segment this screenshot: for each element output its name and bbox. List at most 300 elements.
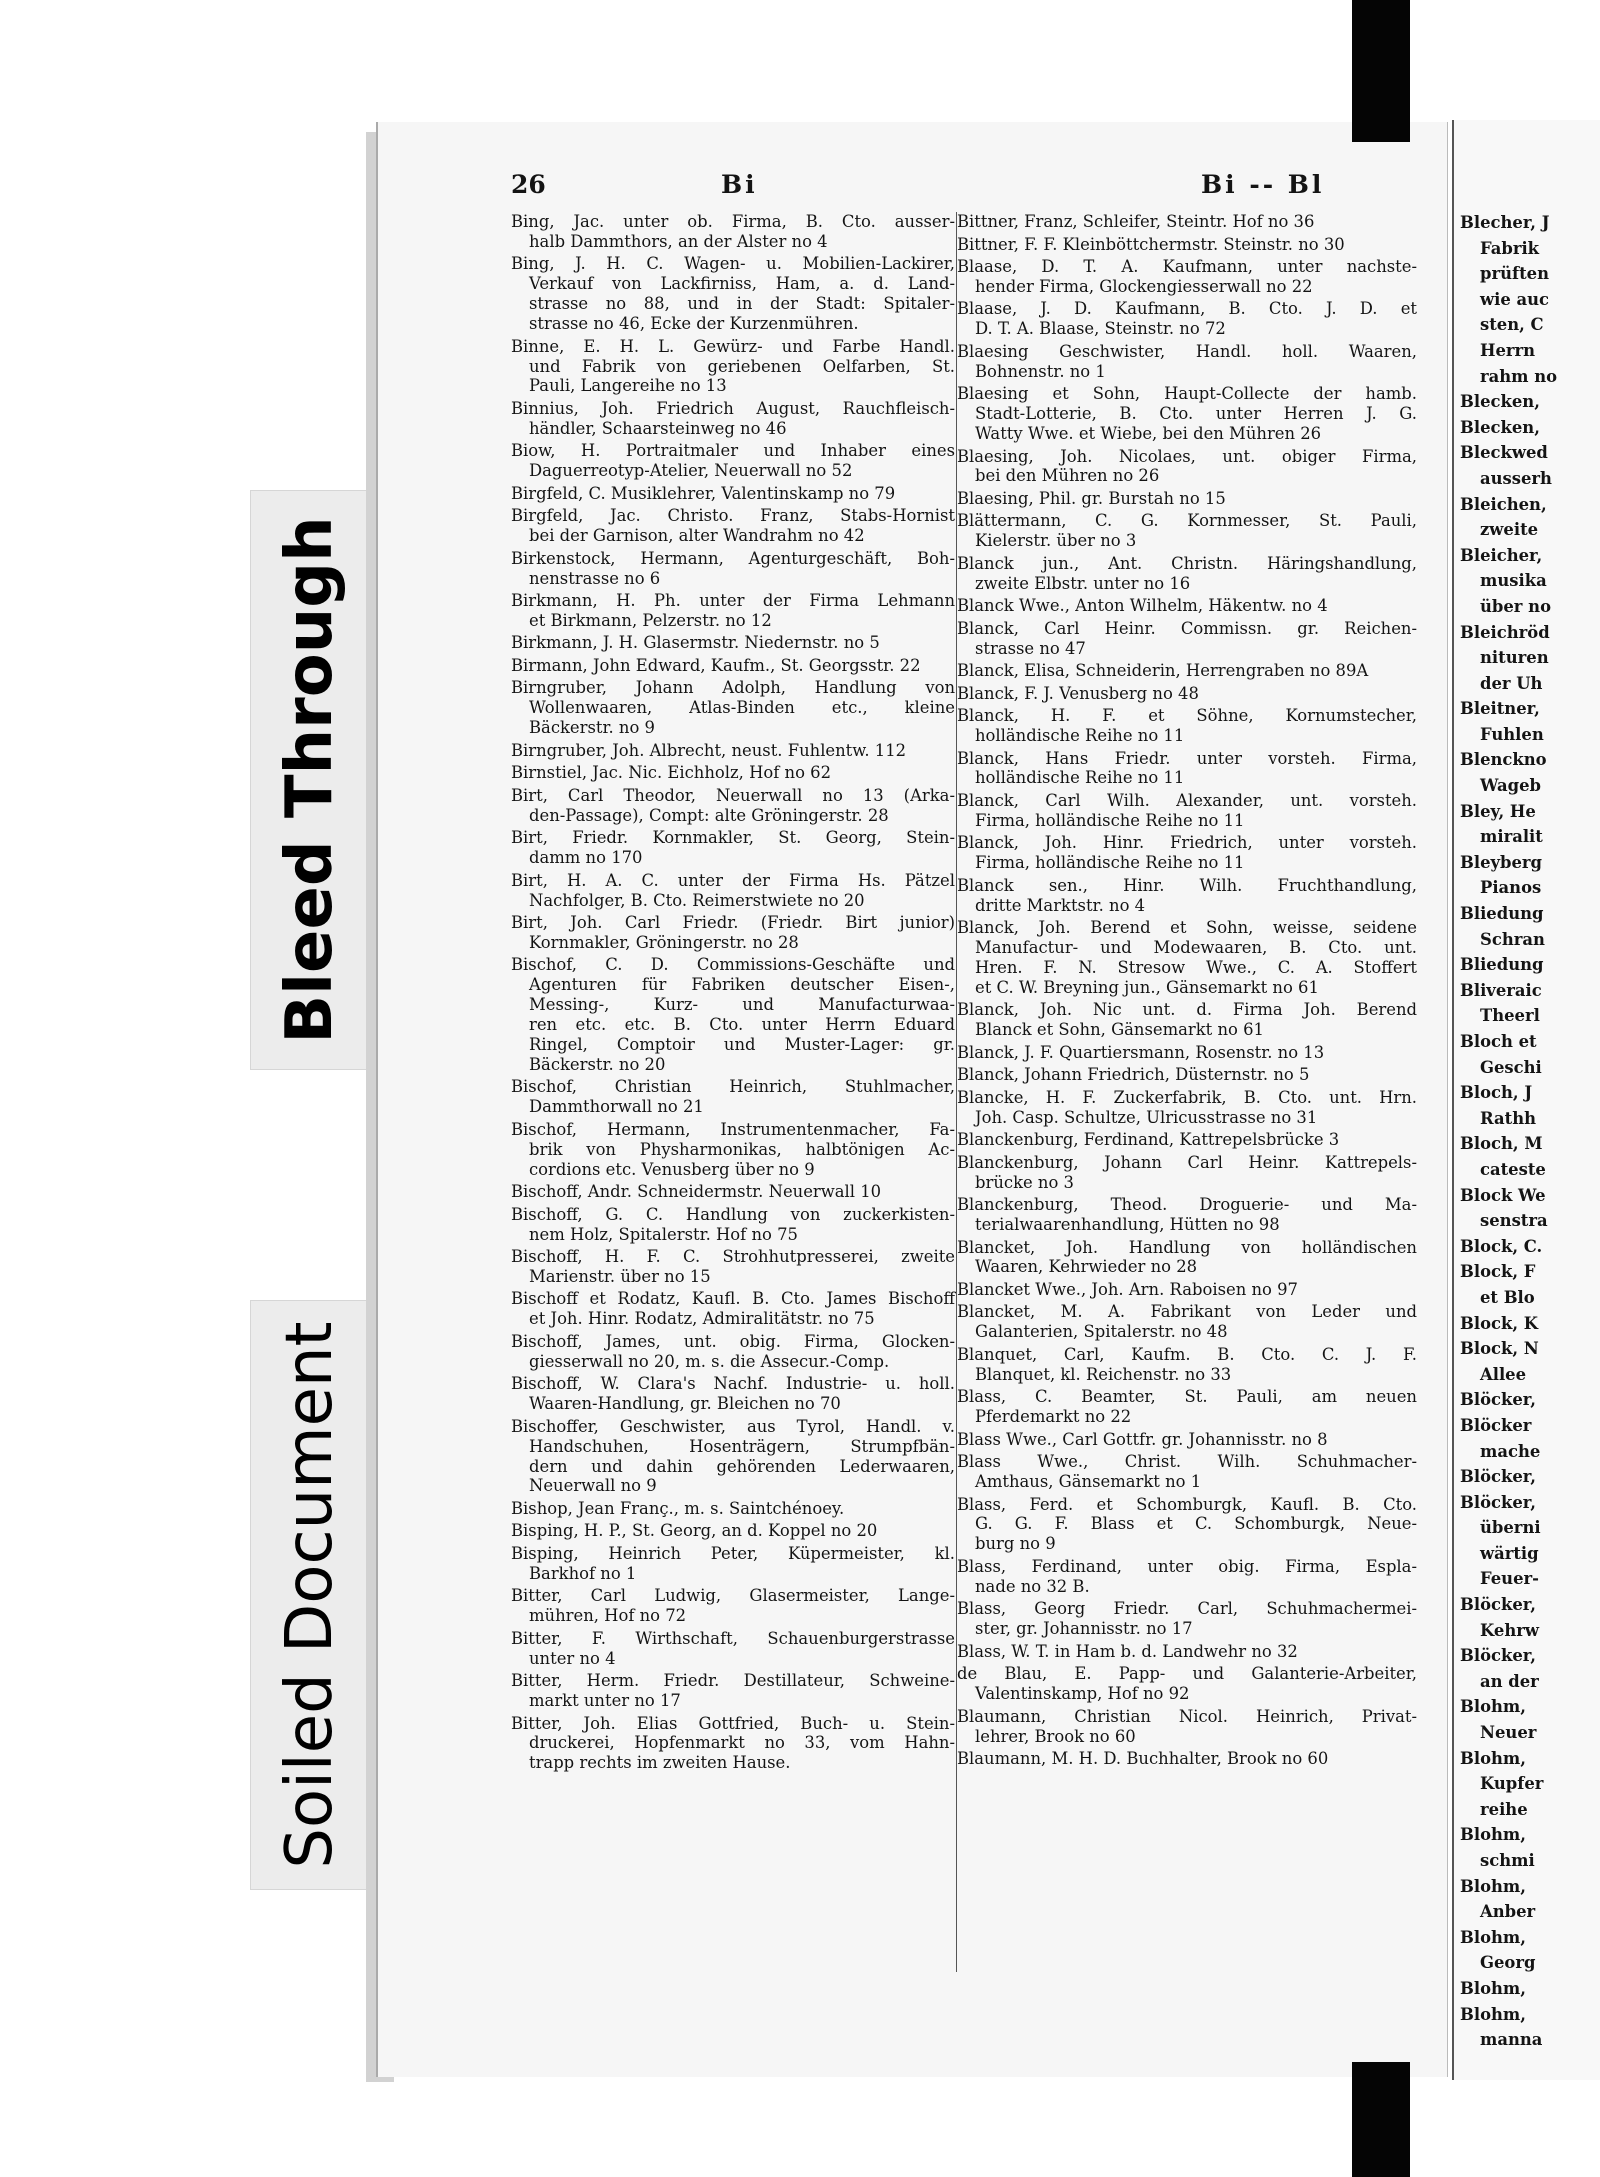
directory-entry [511, 786, 959, 826]
entry-continuation-line: damm no 170 [529, 848, 643, 868]
entry-continuation-line: Messing-, Kurz- und Manufacturwaa- [529, 995, 955, 1015]
next-page-line: Pianos [1480, 878, 1542, 898]
entry-name-line: Blaumann, M. H. D. Buchhalter, Brook no 60 [957, 1749, 1329, 1768]
entry-continuation-line: nade no 32 B. [975, 1576, 1090, 1596]
entry-continuation-line: markt unter no 17 [529, 1691, 681, 1711]
next-page-line: Kupfer [1480, 1774, 1544, 1794]
next-page-line: Blöcker, [1460, 1492, 1536, 1512]
entry-continuation-line: Kielerstr. über no 3 [975, 531, 1137, 551]
directory-entry [957, 1043, 1421, 1063]
entry-continuation-line: druckerei, Hopfenmarkt no 33, vom Hahn- [529, 1733, 955, 1753]
directory-entry [511, 1671, 959, 1711]
next-page-line: Bleicher, [1460, 545, 1543, 565]
directory-entry [957, 447, 1421, 487]
entry-continuation-line: brücke no 3 [975, 1172, 1074, 1192]
entry-name-line: Blaesing, Phil. gr. Burstah no 15 [957, 488, 1226, 508]
entry-name-line: Blaesing Geschwister, Handl. holl. Waaren, [957, 341, 1417, 361]
bleed-through-label [250, 490, 370, 1070]
entry-continuation-line: holländische Reihe no 11 [975, 726, 1185, 746]
next-page-line: Blöcker [1460, 1415, 1532, 1435]
directory-entry [511, 1205, 959, 1245]
entry-continuation-line: et C. W. Breyning jun., Gänsemarkt no 61 [975, 977, 1319, 997]
directory-entry [511, 1374, 959, 1414]
entry-continuation-line: Valentinskamp, Hof no 92 [975, 1684, 1190, 1704]
entry-name-line: Birgfeld, C. Musiklehrer, Valentinskamp no 79 [511, 483, 896, 503]
entry-name-line: Birt, Carl Theodor, Neuerwall no 13 (Arka- [511, 785, 955, 805]
next-page-line: Block We [1460, 1185, 1546, 1205]
next-page-line: Blöcker, [1460, 1467, 1536, 1487]
entry-continuation-line: bei der Garnison, alter Wandrahm no 42 [529, 526, 865, 546]
directory-entry [957, 661, 1421, 681]
directory-entry [511, 1182, 959, 1202]
entry-name-line: Bing, J. H. C. Wagen- u. Mobilien-Lackirer, [511, 254, 955, 274]
entry-continuation-line: bei den Mühren no 26 [975, 466, 1160, 486]
directory-entry [511, 633, 959, 653]
entry-name-line: Blass Wwe., Christ. Wilh. Schuhmacher- [957, 1452, 1417, 1472]
entry-continuation-line: Joh. Casp. Schultze, Ulricusstrasse no 31 [975, 1107, 1318, 1127]
next-page-line: Blohm, [1460, 1927, 1526, 1947]
entry-name-line: Bischoff, W. Clara's Nachf. Industrie- u. holl. [511, 1374, 955, 1394]
entry-continuation-line: halb Dammthors, an der Alster no 4 [529, 231, 828, 251]
next-page-line: zweite [1480, 520, 1539, 540]
directory-entry [957, 235, 1421, 255]
directory-entry [511, 337, 959, 397]
next-page-line: Allee [1480, 1364, 1527, 1384]
entry-continuation-line: Neuerwall no 9 [529, 1476, 657, 1496]
directory-entry [957, 1195, 1421, 1235]
next-page-line: Wageb [1480, 776, 1541, 796]
next-page-line: Bleichen, [1460, 494, 1547, 514]
entry-name-line: Bishop, Jean Franç., m. s. Saintchénoey. [511, 1498, 845, 1518]
entry-continuation-line: Marienstr. über no 15 [529, 1266, 711, 1286]
directory-entry [957, 1065, 1421, 1085]
entry-continuation-line: Ringel, Comptoir und Muster-Lager: gr. [529, 1035, 955, 1055]
next-page-line: reihe [1480, 1799, 1528, 1819]
entry-name-line: Birt, Joh. Carl Friedr. (Friedr. Birt junior) [511, 913, 955, 932]
entry-name-line: Blanck, Carl Wilh. Alexander, unt. vorsteh. [957, 790, 1417, 810]
entry-continuation-line: Stadt-Lotterie, B. Cto. unter Herren J. G. [975, 404, 1417, 424]
entry-continuation-line: Hren. F. N. Stresow Wwe., C. A. Stoffert [975, 958, 1417, 977]
directory-entry [511, 656, 959, 676]
entry-continuation-line: burg no 9 [975, 1534, 1056, 1554]
entry-name-line: Birgfeld, Jac. Christo. Franz, Stabs-Hornist [511, 506, 955, 526]
entry-continuation-line: Galanterien, Spitalerstr. no 48 [975, 1322, 1228, 1342]
entry-name-line: Blanck jun., Ant. Christn. Häringshandlung, [957, 553, 1417, 573]
next-page-line: musika [1480, 571, 1547, 591]
next-page-line: Bliedung [1460, 904, 1544, 924]
entry-continuation-line: Firma, holländische Reihe no 11 [975, 853, 1245, 873]
entry-name-line: Bischof, Hermann, Instrumentenmacher, Fa- [511, 1119, 955, 1139]
entry-name-line: Birnstiel, Jac. Nic. Eichholz, Hof no 62 [511, 763, 832, 783]
entry-name-line: Blanck, J. F. Quartiersmann, Rosenstr. no 13 [957, 1042, 1325, 1062]
directory-entry [957, 918, 1421, 998]
next-page-line: Blecken, [1460, 417, 1540, 437]
entry-name-line: Blanck, Hans Friedr. unter vorsteh. Firma, [957, 748, 1417, 768]
black-bar-top [1352, 0, 1410, 142]
directory-entry [511, 1629, 959, 1669]
entry-continuation-line: Nachfolger, B. Cto. Reimerstwiete no 20 [529, 890, 865, 910]
entry-name-line: Bischoff, Andr. Schneidermstr. Neuerwall 10 [511, 1182, 882, 1202]
entry-continuation-line: Verkauf von Lackfirniss, Ham, a. d. Land- [529, 274, 955, 294]
entry-name-line: Blanck, Johann Friedrich, Düsternstr. no 5 [957, 1065, 1310, 1085]
directory-entry [511, 591, 959, 631]
entry-continuation-line: unter no 4 [529, 1648, 616, 1668]
directory-columns [511, 212, 1421, 1992]
directory-entry [511, 741, 959, 761]
directory-entry [957, 706, 1421, 746]
next-page-line: prüften [1480, 264, 1549, 284]
black-bar-bottom [1352, 2062, 1410, 2177]
entry-continuation-line: hender Firma, Glockengiesserwall no 22 [975, 276, 1313, 296]
directory-entry [957, 1452, 1421, 1492]
entry-continuation-line: Pferdemarkt no 22 [975, 1407, 1132, 1427]
entry-name-line: Blancke, H. F. Zuckerfabrik, B. Cto. unt. Hrn. [957, 1087, 1417, 1107]
next-page-line: Bliedung [1460, 955, 1544, 975]
next-page-line: Blöcker, [1460, 1595, 1536, 1615]
next-page-line: Blöcker, [1460, 1390, 1536, 1410]
directory-entry [511, 955, 959, 1074]
next-page-line: Georg [1480, 1953, 1536, 1973]
entry-continuation-line: händler, Schaarsteinweg no 46 [529, 418, 787, 438]
next-page-line: Anber [1480, 1902, 1536, 1922]
directory-entry [511, 212, 959, 252]
directory-entry [511, 913, 959, 953]
next-page-line: Blohm, [1460, 1748, 1526, 1768]
entry-name-line: Blanck Wwe., Anton Wilhelm, Häkentw. no 4 [957, 596, 1328, 616]
page-content [511, 170, 1421, 1992]
entry-name-line: Blanck, H. F. et Söhne, Kornumstecher, [957, 706, 1417, 726]
next-page-line: Schran [1480, 929, 1545, 949]
next-page-line: rahm no [1480, 366, 1558, 386]
entry-name-line: Bitter, F. Wirthschaft, Schauenburgerstrasse [511, 1628, 955, 1648]
entry-name-line: Birngruber, Johann Adolph, Handlung von [511, 678, 955, 698]
entry-name-line: Blanck, Carl Heinr. Commissn. gr. Reichen- [957, 618, 1417, 638]
directory-entry [957, 1088, 1421, 1128]
directory-entry [511, 828, 959, 868]
directory-entry [957, 384, 1421, 444]
next-page-line: überni [1480, 1518, 1541, 1538]
entry-continuation-line: und Fabrik von geriebenen Oelfarben, St. [529, 356, 955, 376]
entry-name-line: Blanckenburg, Ferdinand, Kattrepelsbrücke 3 [957, 1130, 1340, 1150]
entry-continuation-line: Pauli, Langereihe no 13 [529, 376, 727, 396]
entry-name-line: Blanck, Elisa, Schneiderin, Herrengraben no 89A [957, 661, 1369, 681]
next-page-line: sten, C [1480, 315, 1544, 335]
entry-name-line: Blass Wwe., Carl Gottfr. gr. Johannisstr. no 8 [957, 1429, 1328, 1449]
entry-continuation-line: et Birkmann, Pelzerstr. no 12 [529, 610, 772, 630]
running-head-right: Bi -- Bl [1201, 170, 1325, 199]
entry-name-line: Blaumann, Christian Nicol. Heinrich, Privat- [957, 1706, 1417, 1726]
next-page-line: Block, N [1460, 1339, 1539, 1359]
entry-name-line: Blanck, F. J. Venusberg no 48 [957, 683, 1199, 703]
next-page-line: Block, K [1460, 1313, 1539, 1333]
entry-name-line: Bischoff et Rodatz, Kaufl. B. Cto. James Bischoff [511, 1289, 955, 1309]
next-page-line: Bloch et [1460, 1032, 1537, 1051]
entry-name-line: Birkmann, J. H. Glasermstr. Niedernstr. no 5 [511, 633, 880, 653]
entry-continuation-line: Bäckerstr. no 20 [529, 1054, 666, 1074]
directory-entry [511, 1077, 959, 1117]
entry-continuation-line: Kornmakler, Gröningerstr. no 28 [529, 932, 799, 952]
directory-entry [511, 1586, 959, 1626]
next-page-line: mache [1480, 1441, 1541, 1461]
directory-entry [511, 1120, 959, 1180]
entry-continuation-line: Wollenwaaren, Atlas-Binden etc., kleine [529, 698, 955, 718]
next-page-line: der Uh [1480, 673, 1543, 693]
directory-entry [957, 1430, 1421, 1450]
next-page-line: Bleitner, [1460, 699, 1540, 719]
directory-entry [957, 1302, 1421, 1342]
entry-continuation-line: D. T. A. Blaase, Steinstr. no 72 [975, 319, 1226, 339]
entry-name-line: Blanck, Joh. Hinr. Friedrich, unter vorsteh. [957, 833, 1417, 853]
entry-name-line: Blanck sen., Hinr. Wilh. Fruchthandlung, [957, 875, 1417, 895]
directory-entry [957, 299, 1421, 339]
entry-continuation-line: Daguerreotyp-Atelier, Neuerwall no 52 [529, 461, 853, 481]
entry-continuation-line: Barkhof no 1 [529, 1563, 637, 1583]
entry-continuation-line: et Joh. Hinr. Rodatz, Admiralitätstr. no 75 [529, 1309, 875, 1329]
directory-entry [957, 1387, 1421, 1427]
entry-name-line: Blaesing et Sohn, Haupt-Collecte der hamb. [957, 384, 1417, 404]
next-page-line: ausserh [1480, 468, 1552, 488]
entry-continuation-line: dern und dahin gehörenden Lederwaaren, [529, 1456, 955, 1476]
entry-continuation-line: nenstrasse no 6 [529, 568, 661, 588]
entry-name-line: Birngruber, Joh. Albrecht, neust. Fuhlentw. 112 [511, 740, 907, 760]
directory-entry [957, 1130, 1421, 1150]
entry-name-line: Blancket, Joh. Handlung von holländischen [957, 1237, 1417, 1257]
directory-entry [957, 1345, 1421, 1385]
next-page-lines [1454, 210, 1600, 2053]
entry-name-line: Blanckenburg, Theod. Droguerie- und Ma- [957, 1195, 1417, 1215]
next-page-line: Block, C. [1460, 1236, 1543, 1256]
directory-entry [511, 1544, 959, 1584]
entry-continuation-line: brik von Physharmonikas, halbtönigen Ac- [529, 1139, 955, 1159]
entry-name-line: Bischof, C. D. Commissions-Geschäfte und [511, 955, 955, 975]
directory-entry [957, 1238, 1421, 1278]
entry-name-line: Birkmann, H. Ph. unter der Firma Lehmann [511, 591, 955, 611]
entry-name-line: Bischoff, James, unt. obig. Firma, Glocken- [511, 1331, 955, 1351]
directory-entry [511, 1332, 959, 1372]
entry-continuation-line: Manufactur- und Modewaaren, B. Cto. unt. [975, 938, 1417, 958]
entry-name-line: Bischof, Christian Heinrich, Stuhlmacher, [511, 1077, 955, 1097]
next-page-line: Bloch, J [1460, 1083, 1533, 1103]
entry-continuation-line: mühren, Hof no 72 [529, 1606, 687, 1626]
directory-entry [957, 1664, 1421, 1704]
entry-continuation-line: Bohnenstr. no 1 [975, 361, 1106, 381]
next-page-line: Blöcker, [1460, 1646, 1536, 1666]
directory-entry [957, 833, 1421, 873]
next-page-line: et Blo [1480, 1287, 1535, 1307]
entry-continuation-line: dritte Marktstr. no 4 [975, 895, 1146, 915]
bleed-through-text: Bleed Through [273, 516, 347, 1044]
entry-continuation-line: Waaren, Kehrwieder no 28 [975, 1257, 1198, 1277]
next-page-line: senstra [1480, 1211, 1548, 1231]
entry-continuation-line: Bäckerstr. no 9 [529, 718, 655, 738]
next-page-line: Fabrik [1480, 238, 1540, 258]
entry-name-line: Blaesing, Joh. Nicolaes, unt. obiger Firma, [957, 446, 1417, 466]
entry-continuation-line: trapp rechts im zweiten Hause. [529, 1753, 791, 1773]
directory-entry [511, 1714, 959, 1774]
entry-continuation-line: holländische Reihe no 11 [975, 768, 1185, 788]
next-page-line: Blohm, [1460, 1825, 1526, 1845]
next-page-line: Bley, He [1460, 801, 1536, 821]
entry-continuation-line: strasse no 88, und in der Stadt: Spitaler- [529, 294, 955, 314]
entry-name-line: Blanquet, Carl, Kaufm. B. Cto. C. J. F. [957, 1344, 1417, 1364]
soiled-document-label [250, 1300, 370, 1890]
directory-entry [957, 596, 1421, 616]
entry-continuation-line: Dammthorwall no 21 [529, 1097, 704, 1117]
entry-continuation-line: terialwaarenhandlung, Hütten no 98 [975, 1215, 1280, 1235]
directory-entry [957, 876, 1421, 916]
next-page-line: Theerl [1480, 1006, 1540, 1026]
next-page-line: Blenckno [1460, 750, 1547, 770]
entry-name-line: Bisping, Heinrich Peter, Küpermeister, kl. [511, 1543, 955, 1563]
entry-name-line: Bitter, Herm. Friedr. Destillateur, Schweine- [511, 1671, 955, 1691]
next-page-line: Fuhlen [1480, 724, 1544, 744]
next-page-line: Bliveraic [1460, 980, 1542, 1000]
directory-entry [957, 1000, 1421, 1040]
directory-entry [957, 257, 1421, 297]
entry-continuation-line: giesserwall no 20, m. s. die Assecur.-Comp. [529, 1351, 890, 1371]
entry-continuation-line: den-Passage), Compt: alte Gröningerstr. 28 [529, 805, 889, 825]
directory-entry [957, 489, 1421, 509]
entry-name-line: Bitter, Carl Ludwig, Glasermeister, Lange- [511, 1586, 955, 1606]
next-page-line: an der [1480, 1671, 1539, 1691]
entry-name-line: Biow, H. Portraitmaler und Inhaber eines [511, 441, 955, 461]
next-page-line: Bleichröd [1460, 622, 1550, 642]
next-page-line: Herrn [1480, 340, 1536, 360]
directory-entry [511, 399, 959, 439]
entry-continuation-line: Watty Wwe. et Wiebe, bei den Mühren 26 [975, 424, 1322, 444]
directory-page [376, 122, 1448, 2077]
directory-entry [957, 619, 1421, 659]
entry-name-line: Blättermann, C. G. Kornmesser, St. Pauli, [957, 511, 1417, 531]
entry-name-line: Bittner, F. F. Kleinböttchermstr. Steinstr. no 30 [957, 234, 1345, 254]
entry-continuation-line: ster, gr. Johannisstr. no 17 [975, 1619, 1193, 1639]
directory-entry [957, 1707, 1421, 1747]
entry-name-line: Bitter, Joh. Elias Gottfried, Buch- u. Stein- [511, 1713, 955, 1733]
entry-name-line: Blaase, J. D. Kaufmann, B. Cto. J. D. et [957, 299, 1417, 319]
entry-continuation-line: nem Holz, Spitalerstr. Hof no 75 [529, 1224, 798, 1244]
directory-entry [511, 506, 959, 546]
entry-continuation-line: Handschuhen, Hosenträgern, Strumpfbän- [529, 1436, 955, 1456]
directory-entry [957, 511, 1421, 551]
entry-name-line: Binnius, Joh. Friedrich August, Rauchfleisch- [511, 398, 955, 418]
entry-name-line: Bischoff, H. F. C. Strohhutpresserei, zweite [511, 1247, 955, 1267]
directory-entry [511, 1417, 959, 1497]
entry-name-line: Blass, Ferd. et Schomburgk, Kaufl. B. Cto. [957, 1494, 1417, 1514]
next-page-line: nituren [1480, 648, 1549, 668]
entry-name-line: Birkenstock, Hermann, Agenturgeschäft, Boh- [511, 548, 955, 568]
directory-entry [957, 1495, 1421, 1555]
entry-continuation-line: G. G. F. Blass et C. Schomburgk, Neue- [975, 1514, 1417, 1534]
entry-continuation-line: Blanck et Sohn, Gänsemarkt no 61 [975, 1020, 1264, 1040]
running-head-left: Bi [721, 170, 758, 199]
entry-name-line: de Blau, E. Papp- und Galanterie-Arbeiter, [957, 1664, 1417, 1684]
right-column [957, 212, 1421, 1772]
next-page-line: Blecher, J [1460, 213, 1550, 232]
entry-continuation-line: Agenturen für Fabriken deutscher Eisen-, [529, 975, 955, 995]
next-page-line: wie auc [1480, 289, 1549, 309]
next-page-fragment [1452, 120, 1600, 2080]
directory-entry [957, 749, 1421, 789]
entry-name-line: Bittner, Franz, Schleifer, Steintr. Hof no 36 [957, 212, 1315, 231]
entry-continuation-line: Amthaus, Gänsemarkt no 1 [975, 1472, 1202, 1492]
next-page-line: Blohm, [1460, 1876, 1526, 1896]
next-page-line: Bloch, M [1460, 1134, 1543, 1154]
entry-name-line: Blass, W. T. in Ham b. d. Landwehr no 32 [957, 1641, 1298, 1661]
directory-entry [957, 1557, 1421, 1597]
entry-name-line: Blass, Ferdinand, unter obig. Firma, Espla- [957, 1556, 1417, 1576]
next-page-line: manna [1480, 2030, 1543, 2050]
entry-name-line: Blanckenburg, Johann Carl Heinr. Kattrepels- [957, 1152, 1417, 1172]
next-page-line: Blohm, [1460, 2004, 1526, 2024]
next-page-line: Block, F [1460, 1262, 1536, 1282]
entry-name-line: Blanck, Joh. Nic unt. d. Firma Joh. Berend [957, 1000, 1417, 1020]
soiled-document-text: Soiled Document [273, 1321, 347, 1869]
directory-entry [511, 484, 959, 504]
entry-name-line: Blanck, Joh. Berend et Sohn, weisse, seidene [957, 918, 1417, 938]
directory-entry [511, 254, 959, 334]
next-page-line: Neuer [1480, 1723, 1537, 1743]
entry-continuation-line: Firma, holländische Reihe no 11 [975, 810, 1245, 830]
next-page-line: schmi [1480, 1851, 1535, 1870]
entry-continuation-line: lehrer, Brook no 60 [975, 1726, 1136, 1746]
entry-name-line: Blancket, M. A. Fabrikant von Leder und [957, 1302, 1417, 1322]
next-page-line: über no [1480, 596, 1551, 616]
entry-name-line: Birt, Friedr. Kornmakler, St. Georg, Stein- [511, 828, 955, 848]
directory-entry [511, 678, 959, 738]
directory-entry [511, 763, 959, 783]
next-page-line: Rathh [1480, 1108, 1537, 1128]
directory-entry [511, 1247, 959, 1287]
entry-continuation-line: strasse no 47 [975, 638, 1086, 658]
directory-entry [511, 549, 959, 589]
next-page-line: wärtig [1480, 1543, 1539, 1563]
directory-entry [511, 441, 959, 481]
directory-entry [511, 871, 959, 911]
entry-name-line: Birmann, John Edward, Kaufm., St. Georgsstr. 22 [511, 655, 921, 675]
next-page-line: Blohm, [1460, 1978, 1526, 1998]
entry-continuation-line: Blanquet, kl. Reichenstr. no 33 [975, 1364, 1232, 1384]
directory-entry [957, 342, 1421, 382]
entry-continuation-line: Waaren-Handlung, gr. Bleichen no 70 [529, 1394, 841, 1414]
entry-name-line: Bischoffer, Geschwister, aus Tyrol, Handl. v. [511, 1416, 955, 1436]
directory-entry [511, 1521, 959, 1541]
page-header [511, 170, 1421, 202]
entry-name-line: Blass, Georg Friedr. Carl, Schuhmachermei- [957, 1599, 1417, 1619]
entry-name-line: Blass, C. Beamter, St. Pauli, am neuen [957, 1387, 1417, 1407]
page-number: 26 [511, 170, 546, 199]
entry-continuation-line: zweite Elbstr. unter no 16 [975, 573, 1191, 593]
entry-name-line: Birt, H. A. C. unter der Firma Hs. Pätzel [511, 870, 955, 890]
directory-entry [957, 1153, 1421, 1193]
entry-name-line: Bischoff, G. C. Handlung von zuckerkisten- [511, 1204, 955, 1224]
entry-name-line: Blaase, D. T. A. Kaufmann, unter nachste- [957, 257, 1417, 276]
entry-name-line: Binne, E. H. L. Gewürz- und Farbe Handl. [511, 336, 955, 356]
left-column [511, 212, 959, 1776]
directory-entry [957, 1599, 1421, 1639]
next-page-line: Blohm, [1460, 1697, 1526, 1717]
directory-entry [957, 1280, 1421, 1300]
directory-entry [511, 1289, 959, 1329]
directory-entry [957, 791, 1421, 831]
directory-entry [957, 1749, 1421, 1769]
next-page-line: Blecken, [1460, 392, 1540, 412]
directory-entry [957, 684, 1421, 704]
entry-continuation-line: ren etc. etc. B. Cto. unter Herrn Eduard [529, 1015, 955, 1035]
next-page-line: Feuer- [1480, 1569, 1539, 1589]
directory-entry [957, 1642, 1421, 1662]
next-page-line: cateste [1480, 1159, 1546, 1179]
directory-entry [957, 554, 1421, 594]
